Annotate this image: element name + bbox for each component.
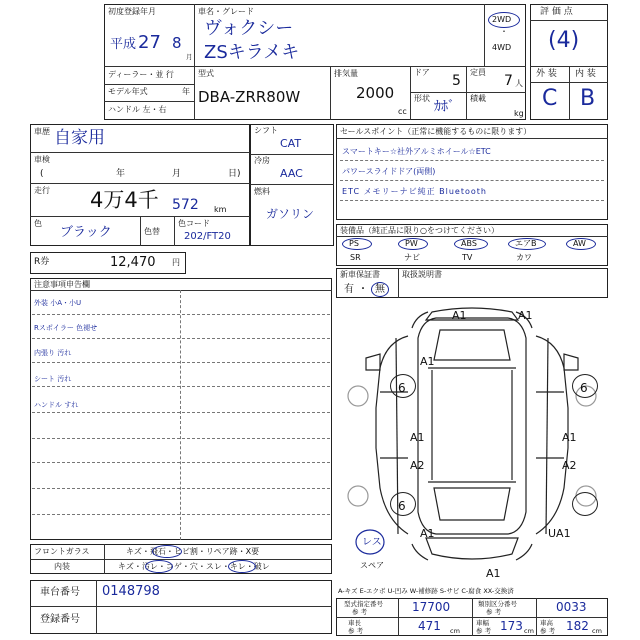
ac: AAC [280, 167, 303, 180]
model-cert-sub: 参 考 [352, 608, 368, 616]
kg-unit: kg [514, 109, 524, 118]
model-year-label: モデル年式 [108, 87, 148, 96]
damage-left-fender: A1 [420, 355, 435, 368]
damage-front-right: A1 [518, 309, 533, 322]
interior-grade: B [580, 86, 596, 111]
recycle: 12,470 [110, 255, 156, 270]
usage: 自家用 [54, 128, 105, 148]
equipment-title: 装備品（純正品に限り○をつけてください） [340, 226, 499, 235]
glass-circle-stone [152, 545, 182, 558]
displacement: 2000 [356, 84, 395, 102]
notes-box [30, 278, 332, 540]
damage-left-quarter: A1 [420, 527, 435, 540]
warranty-dot: ・ [358, 284, 368, 295]
damage-circle-rr [572, 492, 598, 516]
reg-label: 登録番号 [40, 614, 80, 625]
spare-label: スペア [360, 561, 384, 570]
interior-circle-scuff [228, 560, 256, 573]
length-label: 車長 [348, 619, 361, 627]
spare-value: レス [362, 537, 382, 548]
door-label: ドア [414, 68, 430, 77]
front-glass-label: フロントガラス [34, 547, 90, 556]
inspection-day: 日) [228, 169, 241, 179]
interior-cond-options: キズ・汚レ・コゲ・穴・スレ・キレ・破レ [118, 562, 270, 571]
km-unit: km [214, 205, 227, 214]
eq-navi: ナビ [404, 253, 420, 262]
mileage-main: 4万4千 [90, 188, 159, 212]
color-change-label: 色替 [144, 227, 160, 236]
notes-title: 注意事項申告欄 [34, 280, 90, 289]
class-sub: 参 考 [486, 608, 502, 616]
chassis: 0148798 [102, 584, 160, 599]
damage-circle-fl [390, 374, 416, 398]
cc-unit: cc [398, 107, 407, 116]
height-sub: 参 考 [540, 627, 556, 635]
warranty-yes: 有 [344, 284, 354, 295]
eq-leather: カワ [516, 253, 532, 262]
height-label: 車高 [540, 619, 553, 627]
damage-wheel-fr: 6 [580, 381, 588, 395]
recycle-unit: 円 [172, 258, 180, 267]
class-label: 類別区分番号 [478, 600, 517, 608]
width-unit: cm [524, 627, 534, 635]
eq-aw: AW [573, 239, 586, 248]
katashiki-label: 型式 [198, 69, 214, 78]
capacity-label: 定員 [470, 68, 486, 77]
rating: (4) [548, 28, 580, 53]
note-line-5: ハンドル すれ [34, 401, 79, 409]
damage-circle-fr [572, 374, 598, 398]
header-box [104, 4, 526, 120]
drive-dot: ・ [500, 27, 508, 36]
damage-rear: A1 [486, 567, 501, 580]
shift: CAT [280, 137, 302, 150]
eq-tv: TV [462, 253, 473, 262]
usage-label: 車歴 [34, 127, 50, 136]
damage-wheel-rl: 6 [398, 499, 406, 513]
handle-label: ハンドル 左・右 [108, 105, 167, 114]
displacement-label: 排気量 [334, 69, 358, 78]
interior-label: 内 装 [575, 69, 596, 79]
damage-right-door-rear: A2 [562, 459, 577, 472]
inspection-label: 車検 [34, 155, 50, 164]
mileage-label: 走行 [34, 186, 50, 195]
inspection-year: 年 [116, 169, 126, 179]
note-line-2: Rスポイラー 色褪せ [34, 324, 98, 332]
note-line-1: 外装 小A・小U [34, 299, 82, 307]
rating-label: 評 価 点 [540, 7, 573, 17]
damage-legend: A-キズ E-エクボ U-凹み W-補修跡 S-サビ C-腐食 XX-交換済 [338, 587, 514, 595]
warranty-no: 無 [375, 284, 385, 295]
dealer-label: ディーラー・並 行 [108, 70, 174, 79]
damage-right-quarter: UA1 [548, 527, 571, 540]
sales-title: セールスポイント（正常に機能するものに限ります） [340, 127, 532, 136]
car-name-label: 車名・グレード [198, 7, 254, 16]
doors: 5 [452, 73, 461, 89]
model-cert-label: 型式指定番号 [344, 600, 383, 608]
color-label: 色 [34, 219, 42, 228]
color-code-label: 色コード [178, 219, 210, 228]
length-unit: cm [450, 627, 460, 635]
sales-line-1: スマートキー☆社外アルミホイール☆ETC [342, 147, 491, 156]
model-cert: 17700 [412, 600, 451, 614]
first-reg-label: 初度登録年月 [108, 7, 156, 16]
shape-label: 形状 [414, 94, 430, 103]
drive-2wd: 2WD [492, 15, 512, 24]
first-reg-year: 27 [138, 32, 161, 53]
color-code: 202/FT20 [184, 231, 231, 242]
eq-pw: PW [405, 239, 418, 248]
first-reg-month: 8 [172, 34, 182, 52]
damage-front-left: A1 [452, 309, 467, 322]
note-line-3: 内張り 汚れ [34, 349, 72, 357]
exterior-grade: C [542, 86, 558, 111]
damage-right-door-front: A1 [562, 431, 577, 444]
eq-airbag: エアB [515, 239, 537, 248]
shift-label: シフト [254, 126, 278, 135]
capacity: 7 [504, 73, 513, 89]
length: 471 [418, 619, 441, 633]
damage-wheel-fl: 6 [398, 381, 406, 395]
damage-circle-rl [390, 492, 416, 516]
fuel: ガソリン [266, 207, 315, 221]
grade: ZSキラメキ [204, 42, 300, 63]
width-label: 車幅 [476, 619, 489, 627]
width-sub: 参 考 [476, 627, 492, 635]
damage-left-door-rear: A2 [410, 459, 425, 472]
class: 0033 [556, 600, 587, 614]
warranty-label: 新車保証書 [340, 270, 380, 279]
length-sub: 参 考 [348, 627, 364, 635]
height: 182 [566, 619, 589, 633]
width: 173 [500, 619, 523, 633]
recycle-box [30, 252, 186, 274]
shape: ｶﾎﾞ [434, 99, 455, 115]
capacity-unit: 人 [515, 79, 523, 88]
exterior-label: 外 装 [536, 69, 557, 79]
mileage-sub: 572 [172, 197, 199, 213]
sales-line-2: パワースライドドア(両側) [342, 167, 436, 176]
katashiki: DBA-ZRR80W [198, 88, 301, 106]
car-name: ヴォクシー [204, 18, 294, 39]
front-glass-options: キズ・飛石・ヒビ割・リペア跡・X要 [126, 547, 260, 556]
month-unit: 月 [186, 53, 193, 61]
ac-label: 冷房 [254, 156, 270, 165]
chassis-label: 車台番号 [40, 587, 80, 598]
manual-label: 取扱説明書 [402, 270, 442, 279]
inspection-open: ( [40, 169, 44, 179]
load-label: 積載 [470, 94, 486, 103]
interior-circle-dirt [145, 560, 173, 573]
color: ブラック [60, 225, 112, 240]
drive-4wd: 4WD [492, 43, 512, 52]
inspection-month: 月 [172, 169, 182, 179]
damage-left-door-front: A1 [410, 431, 425, 444]
recycle-label: R券 [34, 257, 50, 267]
sales-line-3: ETC メモリーナビ純正 Bluetooth [342, 187, 487, 196]
model-year-unit: 年 [182, 87, 190, 96]
eq-sr: SR [350, 253, 361, 262]
eq-ps: PS [349, 239, 359, 248]
interior-cond-label: 内装 [54, 562, 70, 571]
era: 平成 [110, 37, 137, 52]
fuel-label: 燃料 [254, 187, 270, 196]
eq-abs: ABS [461, 239, 477, 248]
height-unit: cm [592, 627, 602, 635]
note-line-4: シート 汚れ [34, 375, 72, 383]
